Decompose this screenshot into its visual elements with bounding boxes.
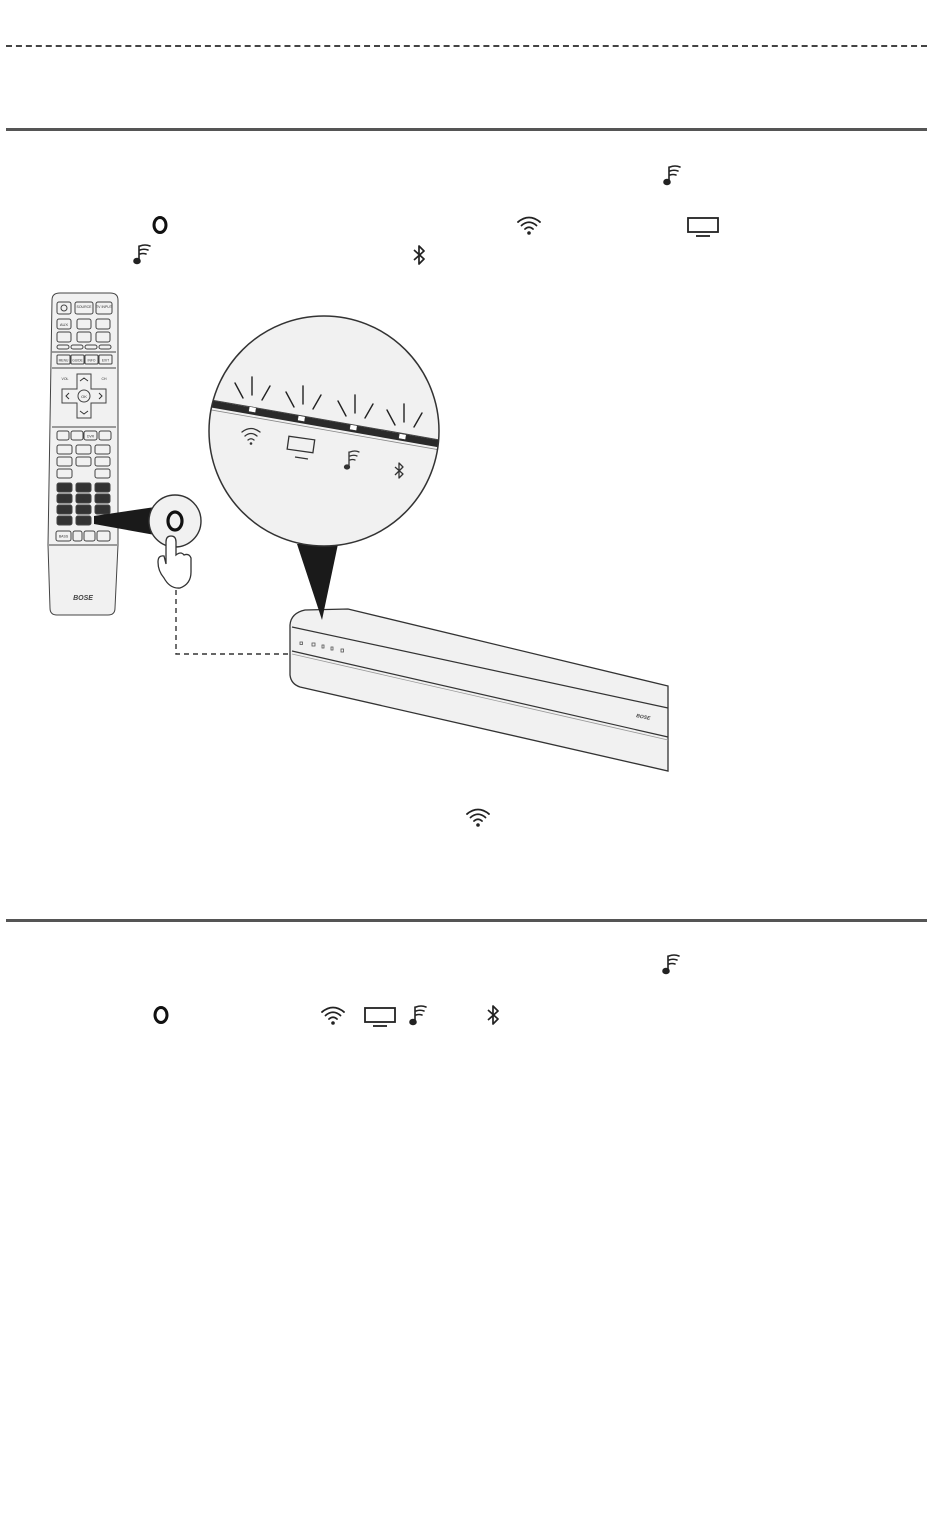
remote-control [48, 293, 118, 615]
section-divider-2 [6, 919, 927, 922]
magnifier-pointer [297, 544, 338, 620]
remote-vol-label: VOL [61, 377, 69, 381]
bluetooth-icon [411, 243, 427, 272]
key-5: 5 [82, 497, 85, 502]
tv-icon [363, 1006, 397, 1033]
music-service-icon [409, 1004, 429, 1031]
key-8: 8 [82, 508, 85, 513]
music-service-icon [133, 243, 153, 270]
key-7: 7 [63, 508, 66, 513]
wifi-icon [320, 1004, 346, 1031]
wifi-icon [465, 806, 491, 833]
wifi-icon [516, 214, 542, 241]
music-service-icon [662, 953, 682, 980]
key-1: 1 [63, 486, 66, 491]
remote-dvr-label: DVR [87, 434, 94, 439]
tv-icon [686, 216, 720, 243]
key-2: 2 [82, 486, 85, 491]
key-9: 9 [101, 508, 104, 513]
setup-illustration [0, 280, 950, 790]
remote-info-label: INFO [87, 358, 96, 363]
dashed-separator [6, 45, 927, 47]
remote-guide-label: GUIDE [72, 358, 83, 363]
action-button-icon [151, 1004, 171, 1031]
key-3: 3 [101, 486, 104, 491]
remote-source-label: SOURCE [76, 305, 92, 309]
remote-ok-label: OK [81, 394, 87, 399]
remote-tv-input-label: TV INPUT [96, 305, 112, 309]
remote-bass-label: BASS [58, 534, 69, 539]
remote-brand-logo: BOSE [73, 595, 93, 602]
music-service-icon [663, 164, 683, 191]
key-4: 4 [63, 497, 66, 502]
key-6: 6 [101, 497, 104, 502]
soundbar-brand-logo: BOSE [635, 713, 651, 722]
light-bar-zoom [200, 316, 440, 546]
section-divider-1 [6, 128, 927, 131]
action-button-icon [150, 214, 170, 241]
soundbar [290, 609, 668, 771]
remote-ch-label: CH [101, 377, 107, 381]
remote-exit-label: EXIT [101, 358, 110, 363]
remote-aux-label: AUX [59, 322, 69, 327]
bluetooth-icon [485, 1003, 501, 1032]
remote-menu-label: MENU [58, 358, 69, 363]
key-0: 0 [82, 519, 85, 524]
